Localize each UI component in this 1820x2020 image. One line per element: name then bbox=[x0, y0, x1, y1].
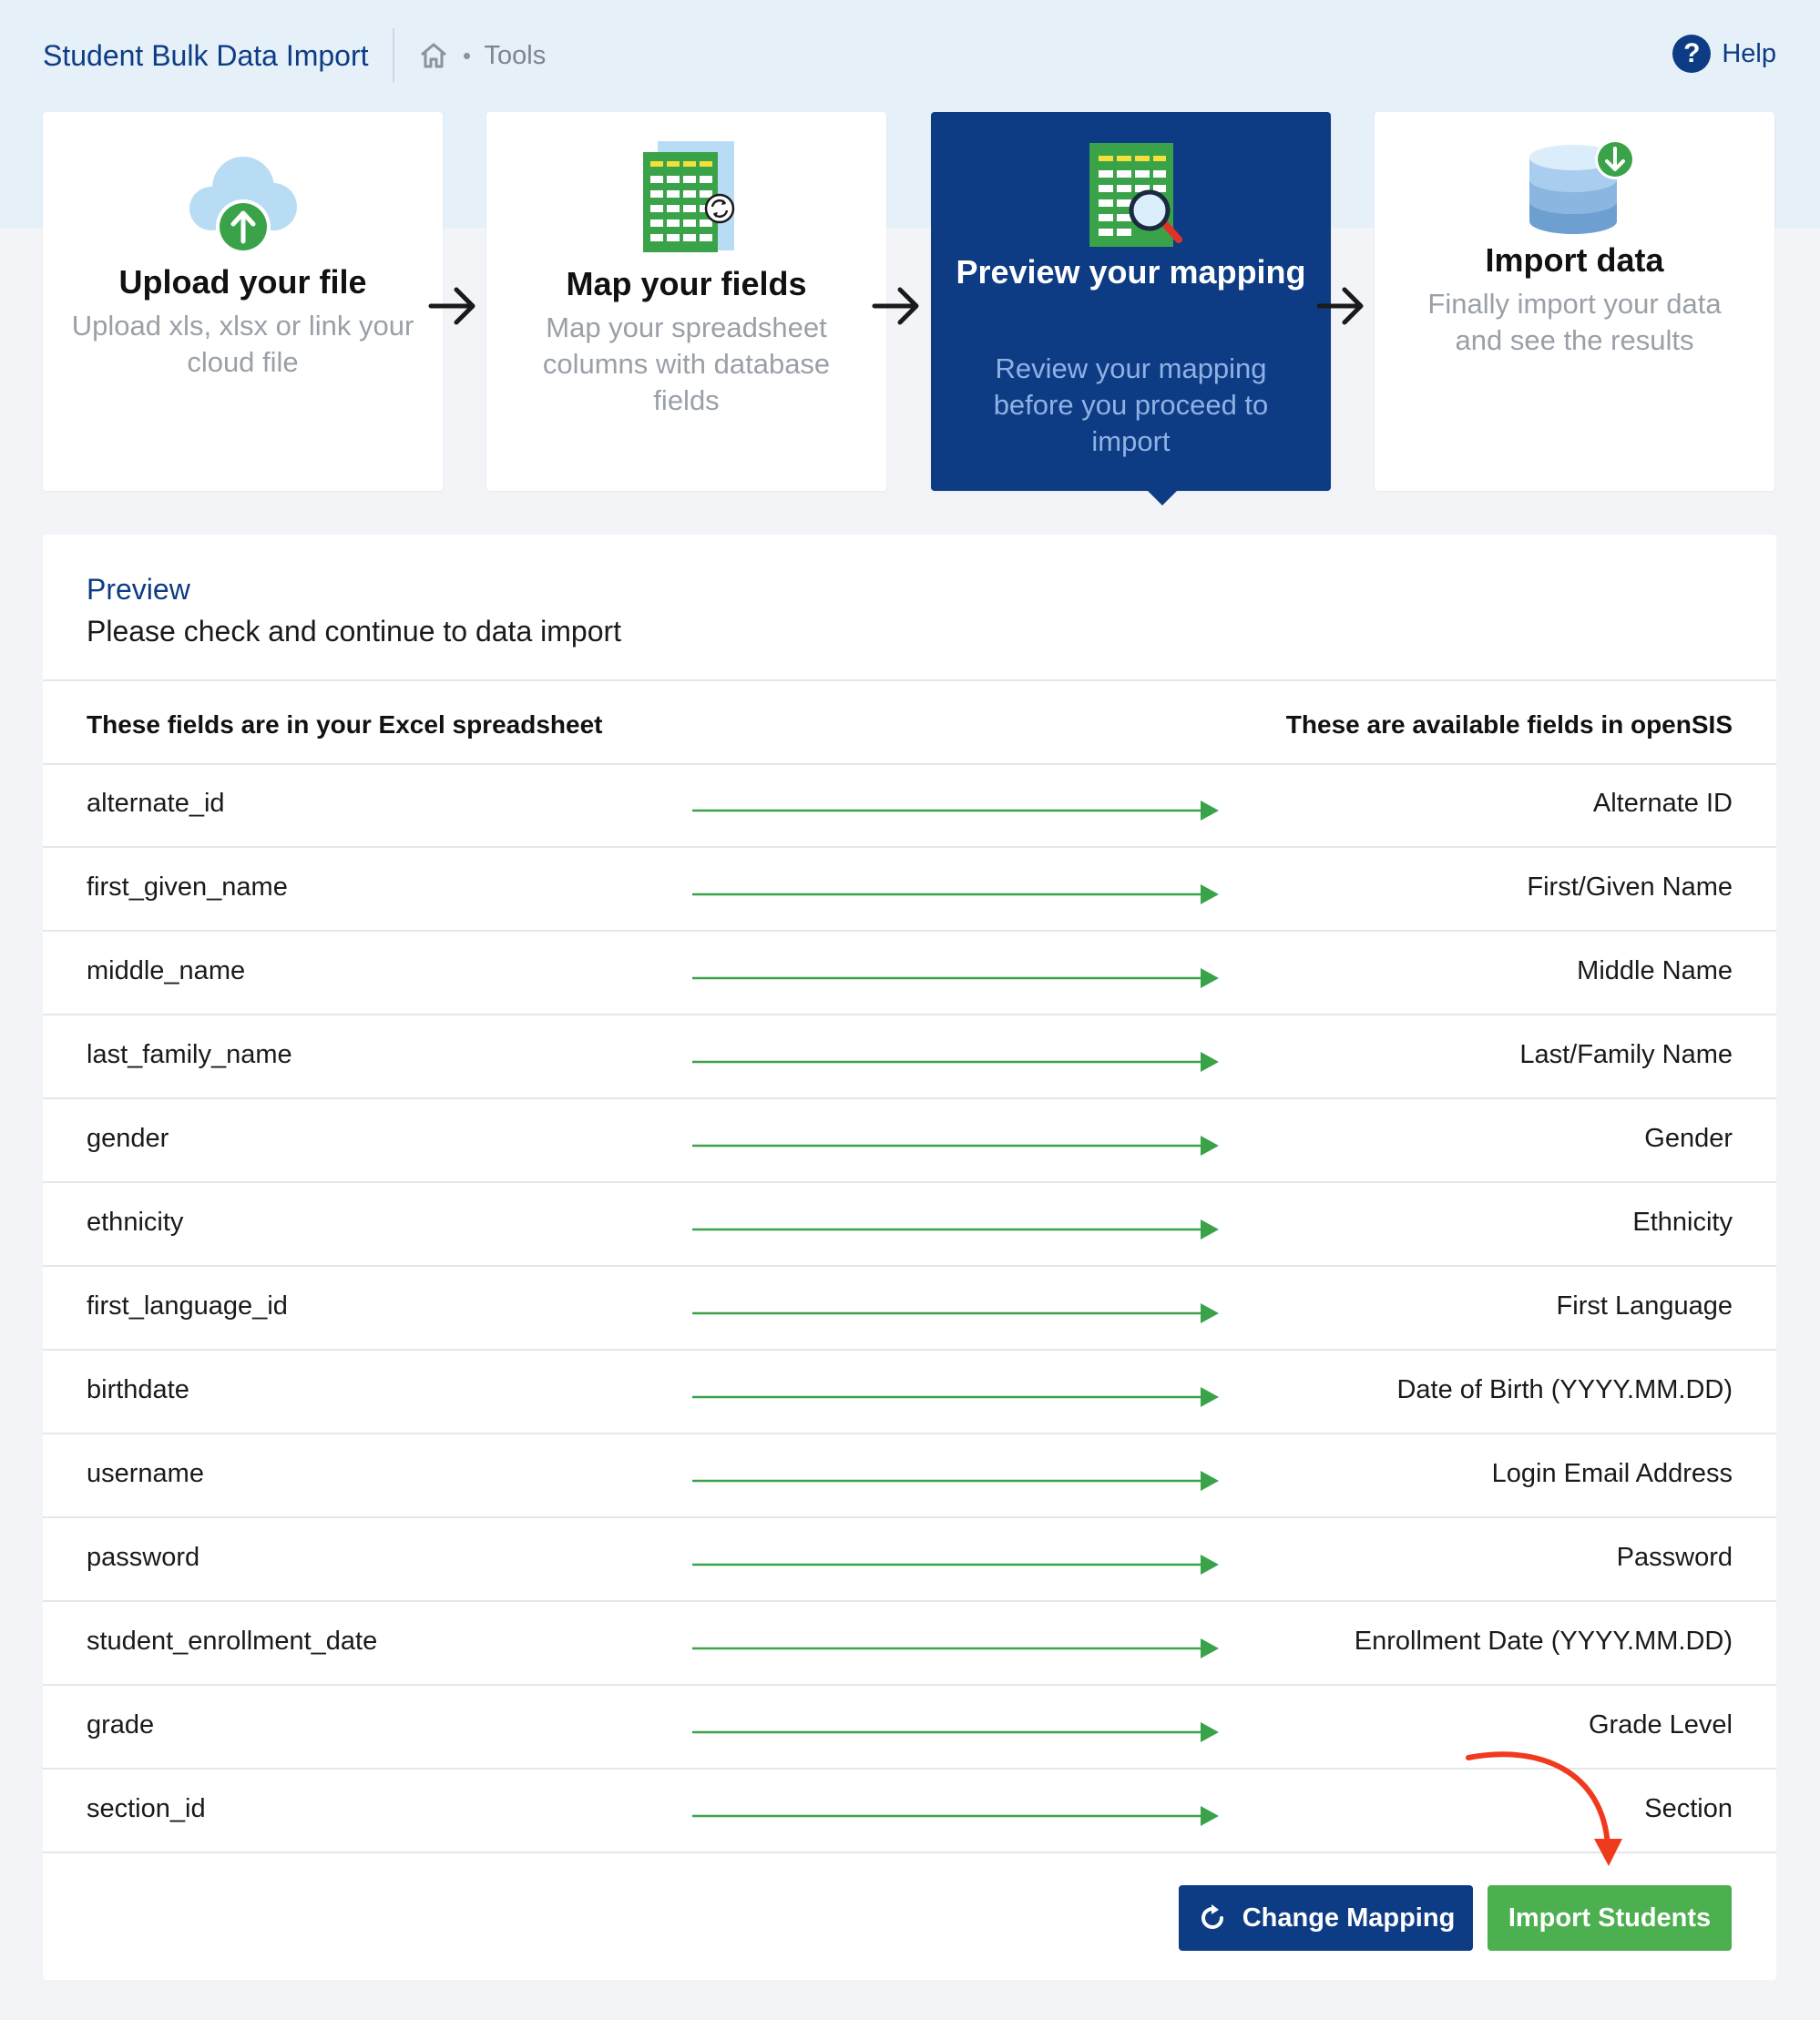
step-upload-file[interactable] bbox=[43, 112, 443, 491]
mapping-row bbox=[43, 1602, 1776, 1686]
panel-title: Preview bbox=[87, 573, 190, 606]
mapping-arrow-icon bbox=[692, 1467, 1221, 1495]
mapping-arrow-icon bbox=[692, 1132, 1221, 1159]
import-students-button[interactable] bbox=[1488, 1885, 1732, 1951]
step-description: Finally import your data and see the results bbox=[1427, 288, 1722, 356]
source-field: username bbox=[87, 1459, 204, 1488]
mapping-arrow-icon bbox=[692, 1216, 1221, 1243]
source-field: birthdate bbox=[87, 1375, 189, 1404]
target-field: Grade Level bbox=[1589, 1710, 1733, 1739]
mapping-arrow-icon bbox=[692, 1048, 1221, 1076]
mapping-row bbox=[43, 1183, 1776, 1267]
mapping-row bbox=[43, 1267, 1776, 1351]
mapping-row bbox=[43, 764, 1776, 848]
step-description: Map your spreadsheet columns with database fields bbox=[542, 311, 831, 416]
step-title: Import data bbox=[1485, 241, 1664, 279]
mapping-list bbox=[43, 764, 1776, 1853]
step-arrow-icon bbox=[871, 284, 924, 328]
target-field: First Language bbox=[1556, 1291, 1733, 1321]
source-field: gender bbox=[87, 1124, 169, 1153]
cloud-upload-icon bbox=[179, 147, 307, 256]
spreadsheet-search-icon bbox=[1077, 139, 1186, 254]
target-field: Gender bbox=[1644, 1124, 1733, 1153]
step-arrow-icon bbox=[1315, 284, 1368, 328]
target-field: Middle Name bbox=[1577, 956, 1733, 985]
help-button[interactable] bbox=[1672, 35, 1776, 73]
breadcrumb-separator bbox=[464, 53, 470, 59]
step-description: Upload xls, xlsx or link your cloud file bbox=[71, 310, 414, 378]
database-download-icon bbox=[1511, 138, 1639, 245]
mapping-arrow-icon bbox=[692, 881, 1221, 908]
target-field: First/Given Name bbox=[1527, 872, 1733, 902]
target-field: Ethnicity bbox=[1632, 1208, 1733, 1237]
mapping-arrow-icon bbox=[692, 1300, 1221, 1327]
target-field: Last/Family Name bbox=[1519, 1040, 1733, 1069]
page-header bbox=[43, 26, 1776, 86]
step-title: Map your fields bbox=[566, 265, 807, 302]
target-field: Login Email Address bbox=[1491, 1459, 1733, 1488]
refresh-icon bbox=[1197, 1903, 1228, 1933]
source-column-header: These fields are in your Excel spreadsheet bbox=[87, 710, 603, 739]
target-field: Password bbox=[1616, 1543, 1733, 1572]
step-arrow-icon bbox=[427, 284, 480, 328]
step-description: Review your mapping before you proceed to import bbox=[993, 352, 1269, 457]
step-title: Preview your mapping bbox=[956, 253, 1306, 291]
mapping-row bbox=[43, 932, 1776, 1015]
help-label: Help bbox=[1722, 38, 1776, 68]
import-students-label: Import Students bbox=[1508, 1903, 1712, 1933]
change-mapping-button[interactable] bbox=[1179, 1885, 1473, 1951]
mapping-row bbox=[43, 1099, 1776, 1183]
mapping-row bbox=[43, 1015, 1776, 1099]
source-field: last_family_name bbox=[87, 1040, 292, 1069]
mapping-arrow-icon bbox=[692, 964, 1221, 992]
step-preview-mapping[interactable] bbox=[931, 112, 1331, 491]
target-field: Enrollment Date (YYYY.MM.DD) bbox=[1354, 1627, 1733, 1656]
target-field: Alternate ID bbox=[1592, 789, 1733, 818]
step-import-data[interactable] bbox=[1375, 112, 1774, 491]
target-field: Date of Birth (YYYY.MM.DD) bbox=[1396, 1375, 1733, 1404]
active-step-pointer bbox=[1148, 491, 1177, 505]
mapping-row bbox=[43, 1434, 1776, 1518]
source-field: section_id bbox=[87, 1794, 206, 1823]
breadcrumb-item-tools[interactable]: Tools bbox=[484, 40, 547, 70]
divider bbox=[43, 679, 1776, 681]
mapping-row bbox=[43, 1518, 1776, 1602]
source-field: student_enrollment_date bbox=[87, 1627, 378, 1656]
mapping-arrow-icon bbox=[692, 1383, 1221, 1411]
source-field: ethnicity bbox=[87, 1208, 184, 1237]
annotation-arrow-icon bbox=[1457, 1744, 1640, 1872]
breadcrumb bbox=[418, 41, 547, 71]
mapping-arrow-icon bbox=[692, 797, 1221, 824]
source-field: password bbox=[87, 1543, 200, 1572]
mapping-arrow-icon bbox=[692, 1802, 1221, 1830]
source-field: grade bbox=[87, 1710, 155, 1739]
step-title: Upload your file bbox=[118, 263, 367, 301]
mapping-row bbox=[43, 1351, 1776, 1434]
home-icon[interactable] bbox=[418, 41, 449, 70]
target-column-header: These are available fields in openSIS bbox=[1285, 710, 1733, 739]
page-title: Student Bulk Data Import bbox=[43, 38, 369, 72]
help-icon: ? bbox=[1672, 35, 1711, 73]
source-field: first_language_id bbox=[87, 1291, 288, 1321]
source-field: first_given_name bbox=[87, 872, 288, 902]
target-field: Section bbox=[1644, 1794, 1733, 1823]
mapping-arrow-icon bbox=[692, 1635, 1221, 1662]
mapping-row bbox=[43, 848, 1776, 932]
source-field: middle_name bbox=[87, 956, 246, 985]
header-divider bbox=[393, 28, 394, 83]
change-mapping-label: Change Mapping bbox=[1242, 1903, 1456, 1933]
source-field: alternate_id bbox=[87, 789, 225, 818]
mapping-arrow-icon bbox=[692, 1551, 1221, 1578]
mapping-arrow-icon bbox=[692, 1719, 1221, 1746]
spreadsheet-sync-icon bbox=[632, 138, 741, 265]
step-map-fields[interactable] bbox=[486, 112, 886, 491]
panel-subtitle: Please check and continue to data import bbox=[87, 615, 622, 648]
